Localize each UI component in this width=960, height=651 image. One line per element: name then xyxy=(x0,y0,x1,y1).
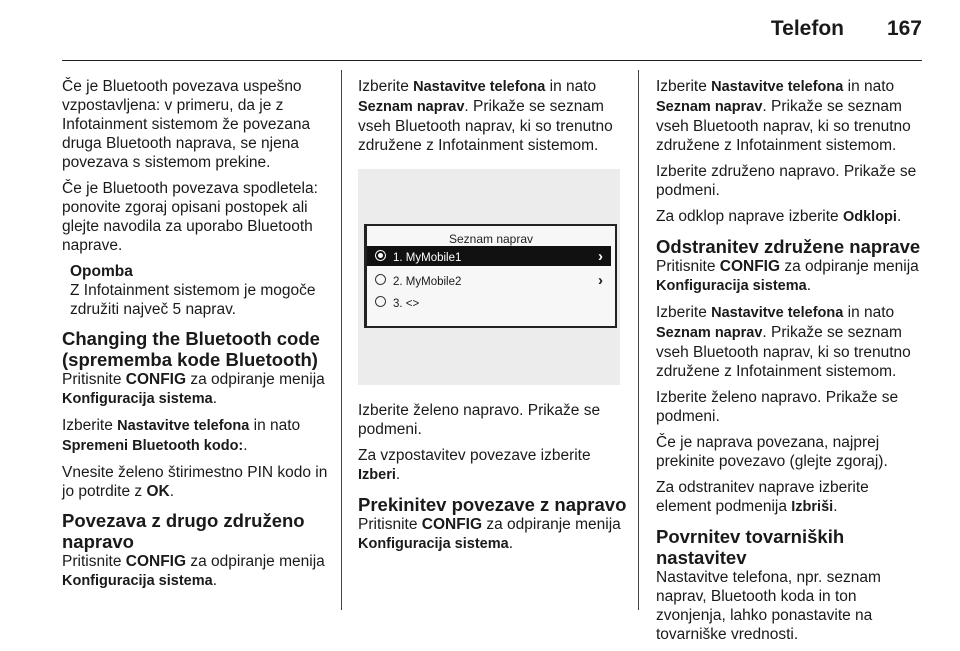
screen-title: Seznam naprav xyxy=(448,232,534,246)
note-box xyxy=(70,262,332,319)
screen-figure xyxy=(358,169,620,385)
paragraph: Za odstranitev naprave izberite element podmenija Izbriši. xyxy=(656,479,869,515)
list-item[interactable]: 1. MyMobile1 › xyxy=(367,246,611,266)
paragraph: Izberite Nastavitve telefona in nato Seznam naprav. Prikaže se seznam vseh Bluetooth naprav, ki so trenutno združene z Infotainment sistemom. xyxy=(358,78,613,154)
list-item[interactable]: 2. MyMobile2 › xyxy=(367,270,611,290)
section-heading: Odstranitev združene naprave xyxy=(656,236,921,257)
paragraph: Izberite Nastavitve telefona in nato Spremeni Bluetooth kodo:. xyxy=(62,417,301,454)
column-3 xyxy=(656,77,926,651)
column-2 xyxy=(358,77,630,561)
radio-selected-icon xyxy=(375,250,386,261)
chevron-right-icon: › xyxy=(598,272,603,289)
list-item[interactable]: 3. <> xyxy=(367,292,611,312)
paragraph: Če je Bluetooth povezava uspešno vzpostavljena: v primeru, da je z Infotainment sistemom že povezana druga Bluetooth naprava, se njena povezava s sistemom prekine. xyxy=(62,78,311,171)
radio-icon xyxy=(375,296,386,307)
section-heading: Povrnitev tovarniških nastavitev xyxy=(656,526,845,568)
radio-icon xyxy=(375,274,386,285)
device-list-screen xyxy=(364,224,617,328)
paragraph: Za odklop naprave izberite Odklopi. xyxy=(656,208,902,225)
note-title: Opomba xyxy=(70,263,133,280)
section-heading: Changing the Bluetooth code (sprememba kode Bluetooth) xyxy=(62,328,320,370)
paragraph: Pritisnite CONFIG za odpiranje menija Konfiguracija sistema. xyxy=(62,553,325,589)
paragraph: Izberite Nastavitve telefona in nato Seznam naprav. Prikaže se seznam vseh Bluetooth naprav, ki so trenutno združene z Infotainment sistemom. xyxy=(656,304,911,380)
paragraph: Izberite združeno napravo. Prikaže se podmeni. xyxy=(656,163,917,199)
page-header-title: Telefon xyxy=(770,17,844,40)
paragraph: Če je Bluetooth povezava spodletela: ponovite zgoraj opisani postopek ali glejte navodila za uporabo Bluetooth naprave. xyxy=(62,180,318,254)
paragraph: Za vzpostavitev povezave izberite Izberi. xyxy=(358,447,591,483)
section-heading: Prekinitev povezave z napravo xyxy=(358,494,627,515)
paragraph: Pritisnite CONFIG za odpiranje menija Konfiguracija sistema. xyxy=(358,516,621,552)
column-divider-1 xyxy=(341,70,342,610)
paragraph: Nastavitve telefona, npr. seznam naprav, Bluetooth koda in ton zvonjenja, lahko ponastavite na tovarniške vrednosti. xyxy=(656,569,881,643)
paragraph: Pritisnite CONFIG za odpiranje menija Konfiguracija sistema. xyxy=(656,258,919,294)
paragraph: Izberite Nastavitve telefona in nato Seznam naprav. Prikaže se seznam vseh Bluetooth naprav, ki so trenutno združene z Infotainment sistemom. xyxy=(656,78,911,154)
paragraph: Če je naprava povezana, najprej prekinite povezavo (glejte zgoraj). xyxy=(656,434,888,470)
section-heading: Povezava z drugo združeno napravo xyxy=(62,510,305,552)
column-divider-2 xyxy=(638,70,639,610)
chevron-right-icon: › xyxy=(598,248,603,265)
paragraph: Pritisnite CONFIG za odpiranje menija Konfiguracija sistema. xyxy=(62,371,325,407)
page-number: 167 xyxy=(886,17,922,40)
paragraph: Izberite želeno napravo. Prikaže se podmeni. xyxy=(656,389,899,425)
paragraph: Izberite želeno napravo. Prikaže se podmeni. xyxy=(358,402,601,438)
column-1 xyxy=(62,77,332,598)
header-rule xyxy=(62,60,922,61)
paragraph: Vnesite želeno štirimestno PIN kodo in jo potrdite z OK. xyxy=(62,464,328,500)
note-text: Z Infotainment sistemom je mogoče združiti največ 5 naprav. xyxy=(70,282,316,318)
